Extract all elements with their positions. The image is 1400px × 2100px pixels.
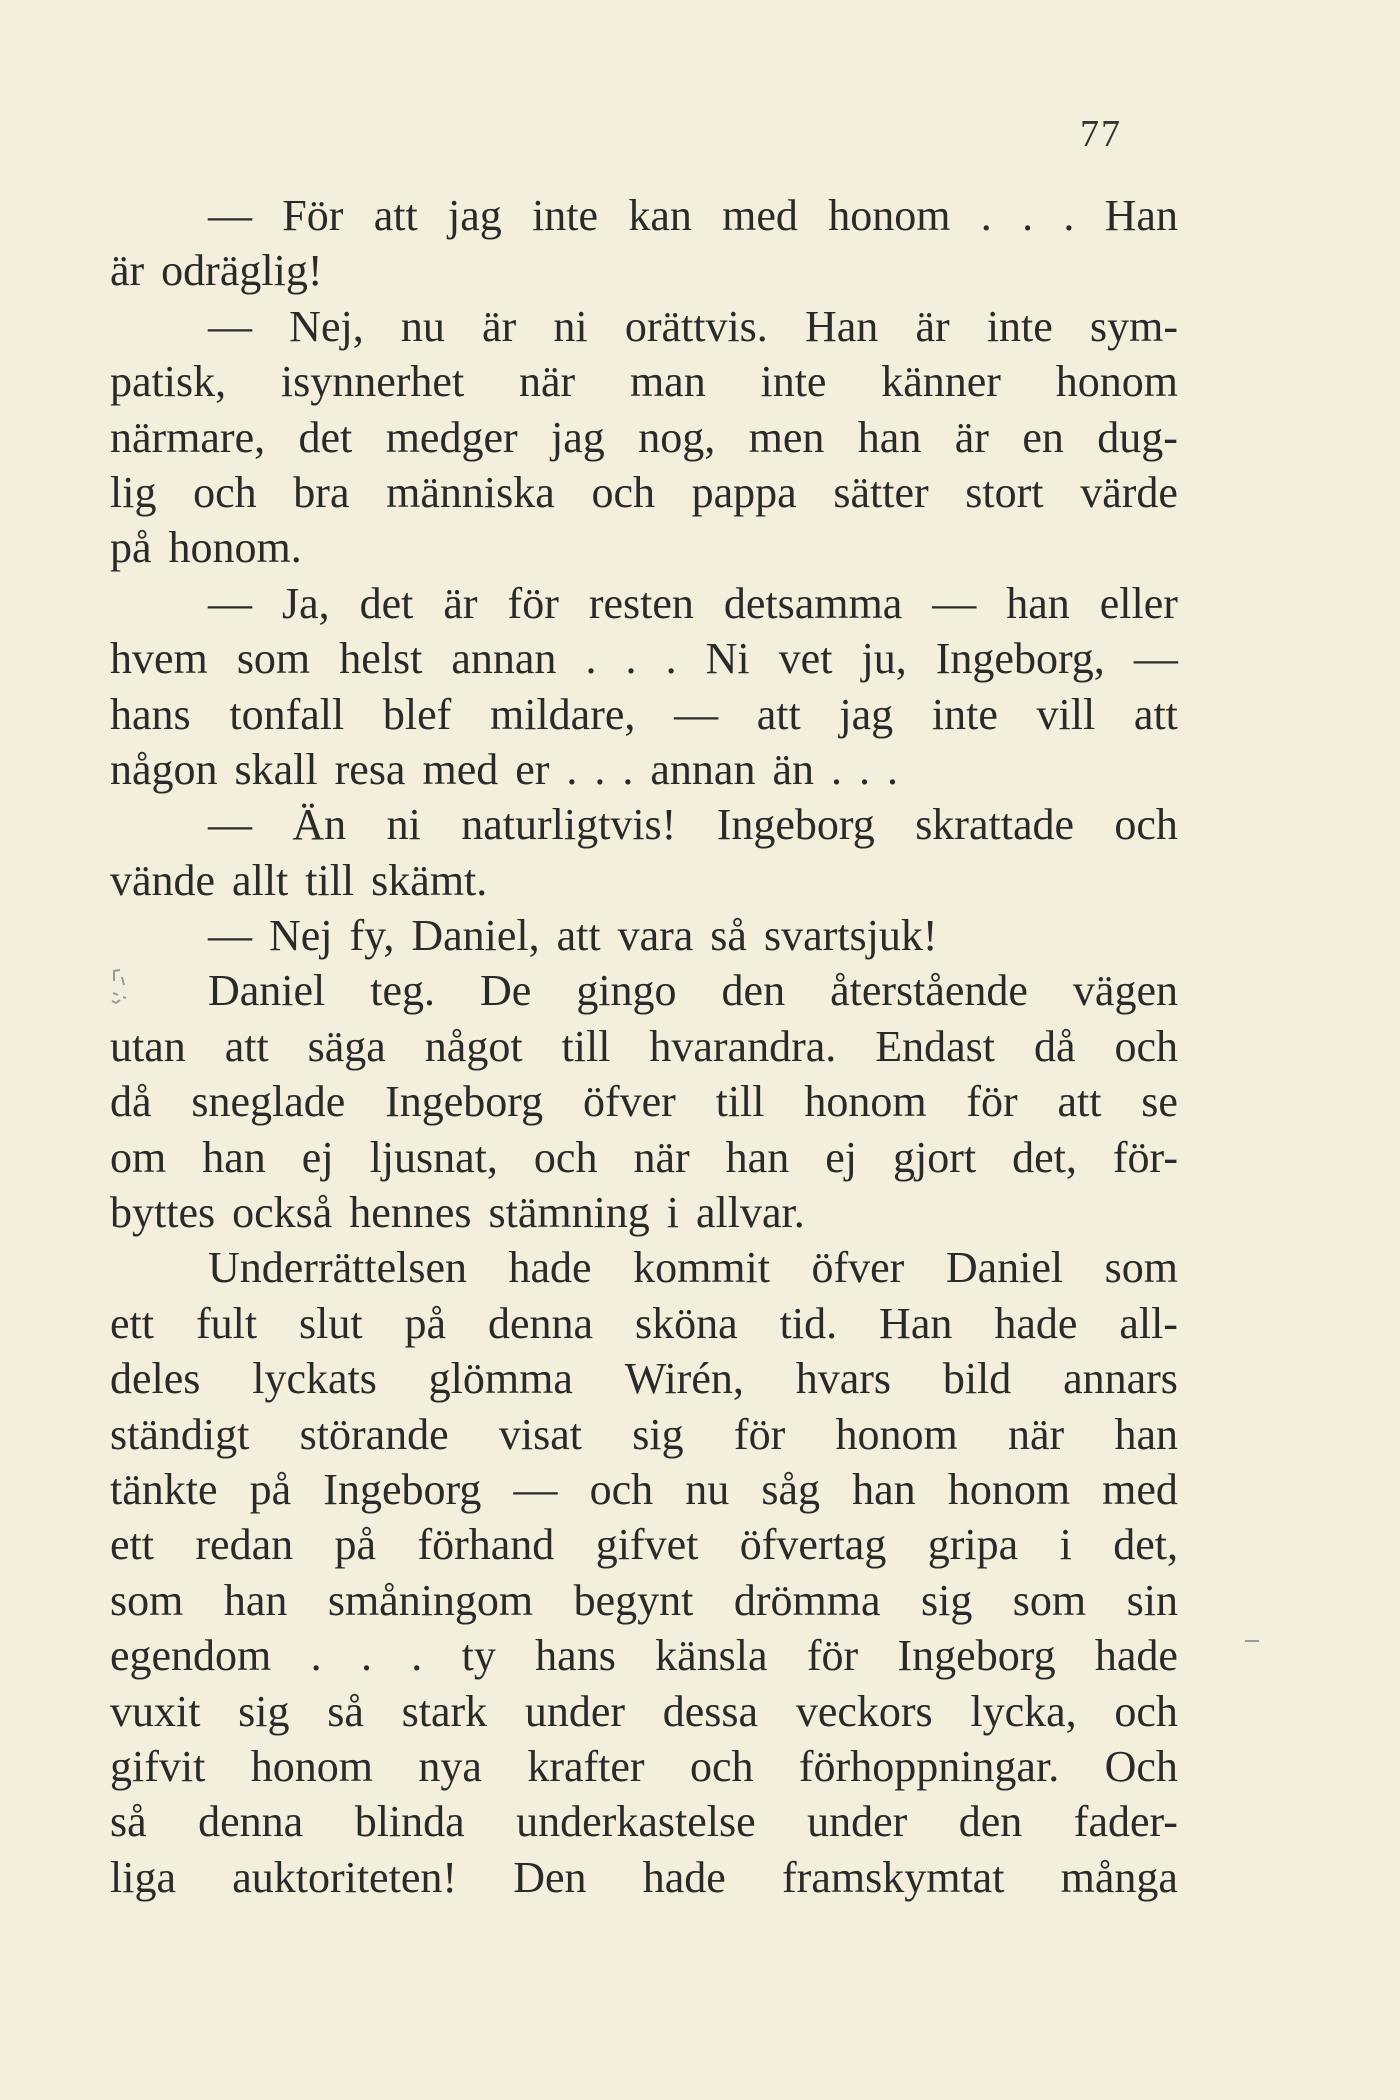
word: Ingeborg [385, 1077, 544, 1127]
word: hans [535, 1631, 616, 1681]
word: blinda [354, 1797, 465, 1847]
word: Och [1104, 1741, 1178, 1791]
word: förhoppningar. [798, 1741, 1060, 1791]
word: och [1114, 800, 1178, 850]
word: honom [835, 1409, 958, 1459]
word: till [561, 1021, 611, 1071]
word: vill [1036, 689, 1096, 739]
word: Endast [875, 1021, 995, 1071]
word: Den [513, 1852, 587, 1902]
word: se [1141, 1077, 1178, 1127]
word: för- [1112, 1132, 1178, 1182]
word: kommit [633, 1243, 770, 1293]
word: ty [461, 1631, 496, 1681]
word: fult [195, 1298, 258, 1348]
text-line [110, 687, 1178, 742]
word: denna [488, 1298, 594, 1348]
word: till [715, 1077, 765, 1127]
text-line [110, 465, 1178, 520]
word: — [932, 578, 977, 628]
word: veckors [795, 1686, 933, 1736]
word: hvars [795, 1354, 891, 1404]
word: . [1022, 191, 1034, 240]
word: det [298, 412, 353, 462]
word: på [249, 1464, 292, 1514]
word: hade [994, 1298, 1078, 1348]
word: annan [451, 634, 557, 684]
word: inte [532, 191, 599, 240]
word: honom [947, 1464, 1071, 1514]
word: stort [965, 467, 1044, 517]
word: då [1033, 1021, 1076, 1071]
word: — [674, 689, 719, 739]
word: patisk, [110, 357, 227, 407]
word: Ni [705, 634, 750, 684]
word: all- [1119, 1298, 1178, 1348]
word: jag [448, 191, 502, 240]
word: sig [632, 1409, 684, 1459]
word: gifvit [110, 1741, 206, 1791]
word: bild [942, 1354, 1012, 1404]
word: det [359, 578, 414, 628]
word: skrattade [915, 800, 1074, 850]
word: som [110, 1575, 184, 1625]
word: gifvet [595, 1520, 699, 1570]
word: . [625, 634, 637, 684]
word: detsamma [723, 578, 903, 628]
text-line: vände allt till skämt. [110, 855, 488, 905]
word: Ja, [281, 578, 330, 628]
word: att [373, 191, 418, 240]
word: fader- [1073, 1797, 1178, 1847]
word: Ingeborg, [935, 634, 1105, 684]
word: gripa [927, 1520, 1019, 1570]
word: denna [198, 1797, 304, 1847]
word: sköna [635, 1298, 738, 1348]
word: för [507, 578, 559, 628]
word: Än [292, 800, 347, 850]
word: och [591, 467, 655, 517]
word: naturligtvis! [461, 800, 677, 850]
text-line: — Nej fy, Daniel, att vara så svartsjuk! [208, 911, 938, 961]
word: störande [299, 1409, 449, 1459]
word: många [1060, 1852, 1178, 1902]
word: — [208, 578, 252, 628]
text-line [110, 1794, 1178, 1849]
word: han [857, 412, 922, 462]
word: — [208, 800, 252, 850]
text-line [110, 1684, 1178, 1739]
word: redan [195, 1520, 294, 1570]
text-line [110, 576, 1178, 631]
word: orättvis. [624, 301, 768, 351]
text-line [110, 1850, 1178, 1905]
word: stark [401, 1686, 488, 1736]
word: honom [1055, 357, 1178, 407]
word: något [424, 1021, 523, 1071]
word: — [208, 191, 252, 240]
word: framskymtat [782, 1852, 1005, 1902]
word: att [1133, 689, 1178, 739]
word: Han [1104, 191, 1178, 240]
word: mildare, [489, 689, 636, 739]
word: annars [1063, 1354, 1178, 1404]
word: — [513, 1464, 558, 1514]
word: ett [110, 1520, 154, 1570]
word: isynnerhet [280, 357, 465, 407]
word: slut [299, 1298, 363, 1348]
word: återstående [830, 966, 1028, 1016]
word: utan [110, 1021, 186, 1071]
text-line [110, 188, 1178, 243]
word: och [1114, 1021, 1178, 1071]
text-line: är odräglig! [110, 246, 323, 296]
word: människa [386, 467, 555, 517]
text-line [110, 354, 1178, 409]
word: det, [1113, 1520, 1178, 1570]
body-text [110, 188, 1178, 1905]
text-line [110, 299, 1178, 354]
word: bra [293, 467, 350, 517]
text-line [110, 797, 1178, 852]
word: närmare, [110, 412, 266, 462]
word: inte [760, 357, 827, 407]
text-line: byttes också hennes stämning i allvar. [110, 1188, 805, 1238]
text-line [110, 1573, 1178, 1628]
word: hans [110, 689, 191, 739]
word: helst [339, 634, 423, 684]
word: . [980, 191, 992, 240]
word: som [1012, 1575, 1087, 1625]
text-line [110, 1407, 1178, 1462]
text-line [110, 1739, 1178, 1794]
word: är [954, 412, 989, 462]
text-line [110, 1240, 1178, 1295]
text-line [110, 631, 1178, 686]
word: ju, [861, 634, 907, 684]
word: ett [110, 1298, 154, 1348]
margin-dash-mark [1245, 1640, 1259, 1642]
word: med [1102, 1464, 1178, 1514]
word: Daniel [945, 1243, 1064, 1293]
word: men [748, 412, 825, 462]
text-line [110, 1130, 1178, 1185]
word: med [722, 191, 798, 240]
word: teg. [370, 966, 436, 1016]
word: att [756, 689, 801, 739]
word: De [480, 966, 532, 1016]
word: ni [386, 800, 421, 850]
page-number: 77 [1080, 113, 1122, 155]
word: om [110, 1132, 167, 1182]
text-line: någon skall resa med er . . . annan än . . . [110, 744, 898, 794]
word: han [725, 1132, 790, 1182]
word: lycka, [970, 1686, 1077, 1736]
word: jag [839, 689, 894, 739]
word: ej [301, 1132, 334, 1182]
word: sym- [1089, 301, 1178, 351]
word: nu [400, 301, 445, 351]
word: sin [1126, 1575, 1178, 1625]
word: ej [825, 1132, 857, 1182]
text-line [110, 1074, 1178, 1129]
word: sig [238, 1686, 290, 1736]
word: liga [110, 1852, 176, 1902]
word: Han [804, 301, 879, 351]
word: nya [418, 1741, 482, 1791]
word: . [1063, 191, 1075, 240]
text-line [110, 1351, 1178, 1406]
word: dessa [662, 1686, 759, 1736]
word: sätter [833, 467, 929, 517]
word: och [689, 1741, 754, 1791]
word: . [310, 1631, 322, 1681]
word: Daniel [208, 966, 326, 1016]
word: vägen [1072, 966, 1178, 1016]
word: ni [553, 301, 588, 351]
text-line [110, 1517, 1178, 1572]
word: lyckats [252, 1354, 377, 1404]
word: på [404, 1298, 447, 1348]
word: gingo [576, 966, 677, 1016]
word: inte [931, 689, 998, 739]
word: glömma [428, 1354, 573, 1404]
word: nog, [638, 412, 716, 462]
word: . [411, 1631, 423, 1681]
text-line [110, 1296, 1178, 1351]
text-line: på honom. [110, 523, 302, 573]
word: pappa [691, 467, 797, 517]
word: medger [385, 412, 518, 462]
word: såg [761, 1464, 821, 1514]
word: och [533, 1132, 598, 1182]
word: tonfall [229, 689, 345, 739]
word: vuxit [110, 1686, 201, 1736]
word: . [665, 634, 677, 684]
word: drömma [733, 1575, 881, 1625]
word: när [1008, 1409, 1065, 1459]
word: på [334, 1520, 377, 1570]
text-line [110, 963, 1178, 1018]
word: — [1133, 634, 1178, 684]
word: så [327, 1686, 364, 1736]
text-line [110, 1628, 1178, 1683]
word: resten [588, 578, 694, 628]
word: och [1114, 1686, 1178, 1736]
word: under [524, 1686, 626, 1736]
word: eller [1099, 578, 1178, 628]
word: öfver [811, 1243, 905, 1293]
word: han [1114, 1409, 1178, 1459]
word: som [236, 634, 311, 684]
word: när [633, 1132, 690, 1182]
word: underkastelse [516, 1797, 756, 1847]
word: hvarandra. [649, 1021, 837, 1071]
word: när [518, 357, 576, 407]
word: honom [250, 1741, 373, 1791]
word: att [224, 1021, 269, 1071]
word: Han [879, 1298, 953, 1348]
word: lig [110, 467, 157, 517]
word: hade [642, 1852, 726, 1902]
word: — [208, 301, 252, 351]
word: tid. [779, 1298, 838, 1348]
word: krafter [527, 1741, 645, 1791]
word: hade [1094, 1631, 1178, 1681]
word: den [721, 966, 786, 1016]
word: det, [1012, 1132, 1077, 1182]
word: auktoriteten! [232, 1852, 457, 1902]
word: hade [508, 1243, 592, 1293]
text-line [110, 1019, 1178, 1074]
word: sig [920, 1575, 973, 1625]
word: egendom [110, 1631, 272, 1681]
word: är [915, 301, 950, 351]
word: . [585, 634, 597, 684]
word: för [733, 1409, 786, 1459]
word: För [282, 191, 344, 240]
word: han [202, 1132, 266, 1182]
word: känsla [655, 1631, 768, 1681]
word: öfvertag [739, 1520, 887, 1570]
word: under [807, 1797, 908, 1847]
word: säga [307, 1021, 386, 1071]
word: att [1057, 1077, 1102, 1127]
word: i [1059, 1520, 1072, 1570]
word: känner [881, 357, 1001, 407]
word: tänkte [110, 1464, 218, 1514]
word: den [958, 1797, 1023, 1847]
word: han [1006, 578, 1070, 628]
word: är [443, 578, 478, 628]
word: han [223, 1575, 288, 1625]
word: Ingeborg [716, 800, 875, 850]
word: . [360, 1631, 372, 1681]
word: småningom [327, 1575, 534, 1625]
word: honom [804, 1077, 927, 1127]
word: Ingeborg [897, 1631, 1056, 1681]
word: och [193, 467, 257, 517]
word: man [629, 357, 706, 407]
word: han [852, 1464, 916, 1514]
word: gjort [893, 1132, 977, 1182]
word: honom [828, 191, 951, 240]
text-line [110, 1462, 1178, 1517]
word: deles [110, 1354, 201, 1404]
word: inte [986, 301, 1053, 351]
word: hvem [110, 634, 208, 684]
word: nu [685, 1464, 730, 1514]
word: Wirén, [624, 1354, 744, 1404]
word: så [110, 1797, 147, 1847]
word: och [589, 1464, 654, 1514]
word: ljusnat, [369, 1132, 498, 1182]
word: då [110, 1077, 152, 1127]
word: för [966, 1077, 1018, 1127]
word: begynt [573, 1575, 694, 1625]
word: öfver [582, 1077, 676, 1127]
word: dug- [1097, 412, 1178, 462]
word: jag [551, 412, 605, 462]
word: kan [628, 191, 692, 240]
word: Ingeborg [323, 1464, 482, 1514]
word: för [806, 1631, 859, 1681]
word: är [482, 301, 517, 351]
text-line [110, 410, 1178, 465]
word: visat [498, 1409, 583, 1459]
word: blef [382, 689, 452, 739]
word: Underrättelsen [208, 1243, 467, 1293]
word: Nej, [289, 301, 364, 351]
word: vet [778, 634, 833, 684]
word: förhand [417, 1520, 555, 1570]
word: värde [1080, 467, 1178, 517]
word: sneglade [191, 1077, 346, 1127]
word: en [1022, 412, 1064, 462]
word: ständigt [110, 1409, 250, 1459]
word: som [1104, 1243, 1178, 1293]
